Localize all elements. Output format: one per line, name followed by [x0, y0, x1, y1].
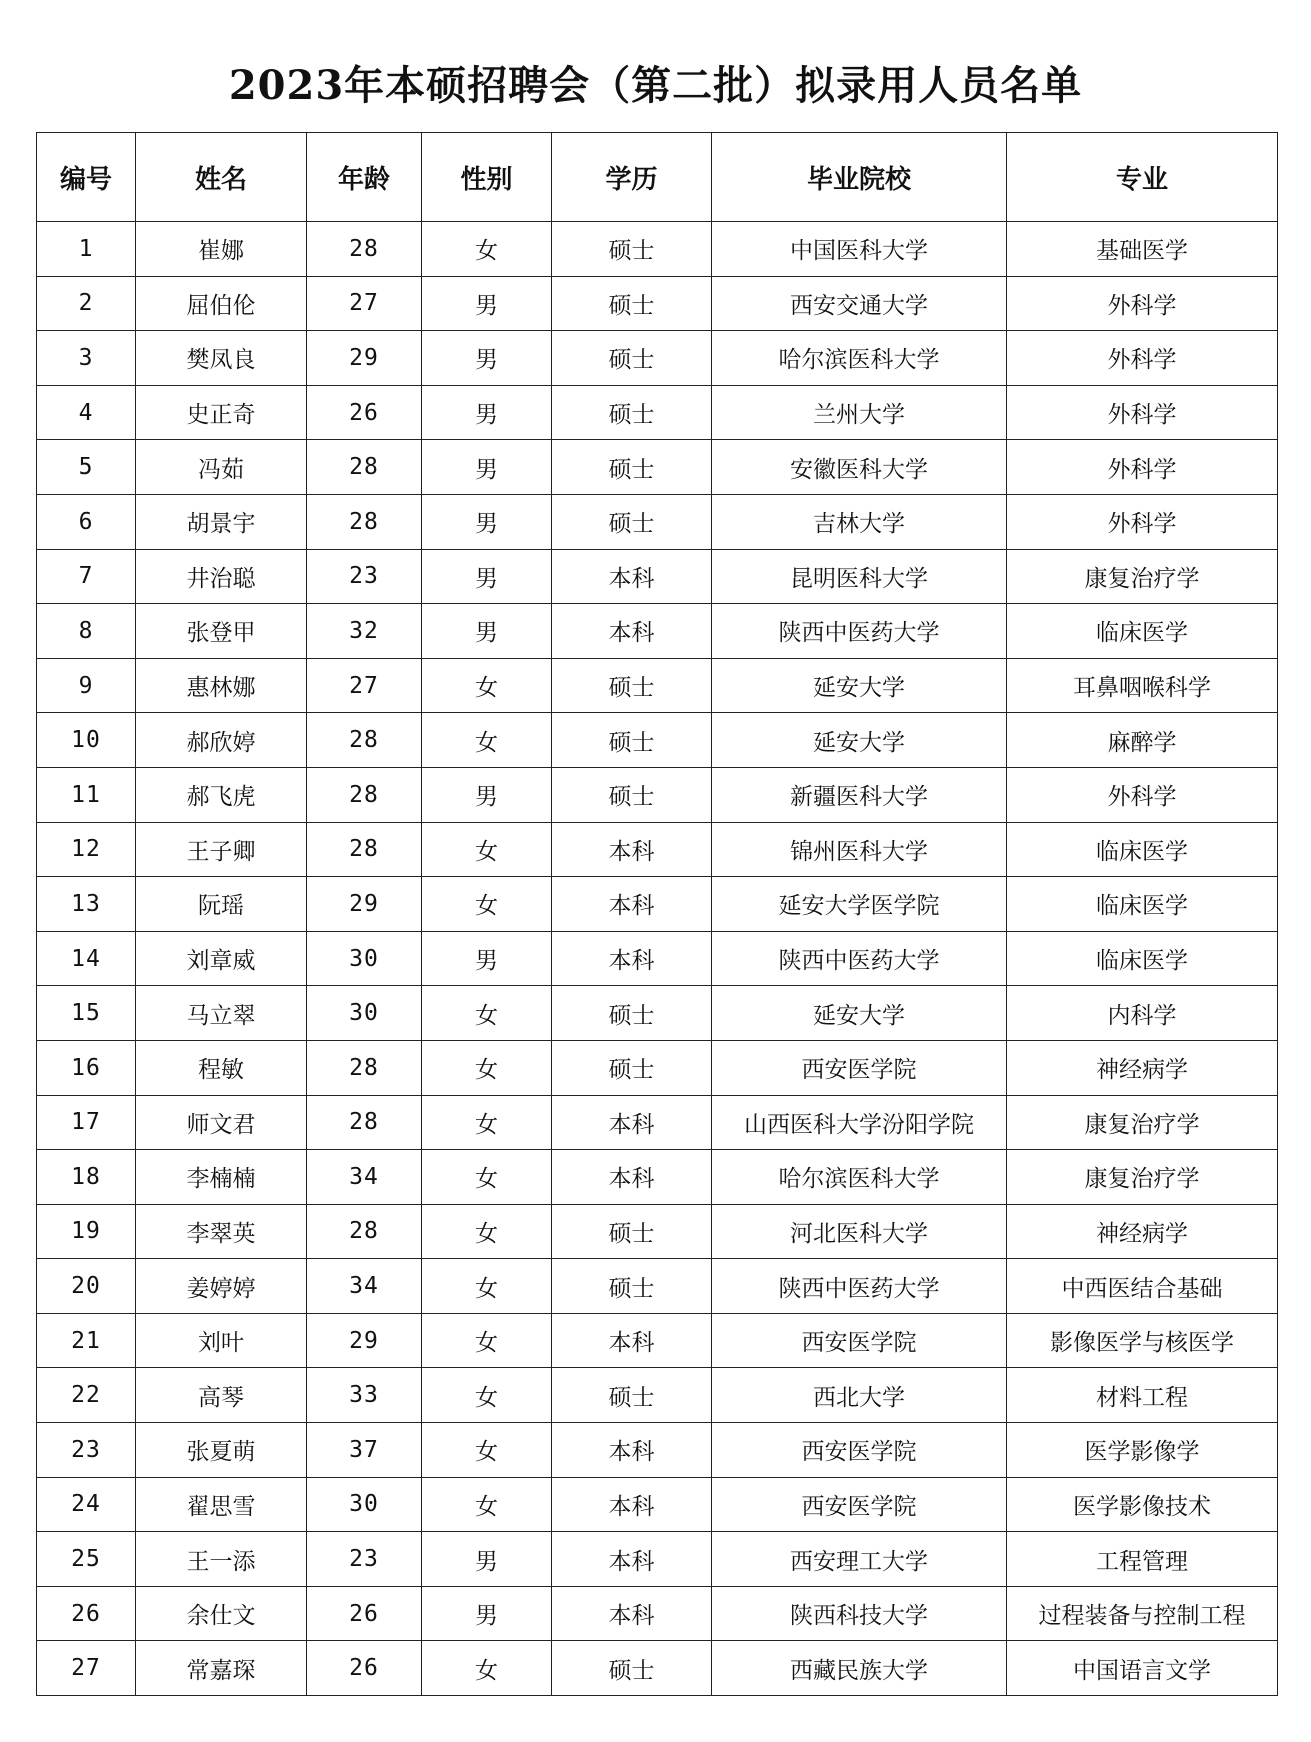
column-header-education: 学历 — [552, 133, 712, 222]
table-row — [37, 1586, 1278, 1641]
cell-id: 2 — [37, 276, 136, 331]
cell-id: 26 — [37, 1586, 136, 1641]
cell-id: 19 — [37, 1204, 136, 1259]
column-header-gender: 性别 — [422, 133, 552, 222]
table-row — [37, 822, 1278, 877]
cell-age: 34 — [307, 1259, 422, 1314]
cell-name: 马立翠 — [136, 986, 307, 1041]
cell-gender: 女 — [422, 713, 552, 768]
cell-education: 本科 — [552, 1095, 712, 1150]
column-header-major: 专业 — [1007, 133, 1278, 222]
cell-gender: 女 — [422, 222, 552, 277]
cell-name: 惠林娜 — [136, 658, 307, 713]
cell-id: 18 — [37, 1150, 136, 1205]
cell-name: 樊凤良 — [136, 331, 307, 386]
cell-education: 本科 — [552, 1313, 712, 1368]
table-row — [37, 1641, 1278, 1696]
cell-school: 延安大学 — [712, 658, 1007, 713]
cell-id: 25 — [37, 1532, 136, 1587]
cell-age: 28 — [307, 494, 422, 549]
cell-major: 过程装备与控制工程 — [1007, 1586, 1278, 1641]
cell-major: 外科学 — [1007, 767, 1278, 822]
cell-id: 24 — [37, 1477, 136, 1532]
cell-name: 张登甲 — [136, 604, 307, 659]
cell-major: 医学影像学 — [1007, 1423, 1278, 1478]
cell-education: 硕士 — [552, 440, 712, 495]
cell-major: 临床医学 — [1007, 931, 1278, 986]
cell-major: 中国语言文学 — [1007, 1641, 1278, 1696]
cell-major: 医学影像技术 — [1007, 1477, 1278, 1532]
cell-school: 中国医科大学 — [712, 222, 1007, 277]
cell-gender: 男 — [422, 931, 552, 986]
table-header-row — [37, 133, 1278, 222]
cell-name: 程敏 — [136, 1040, 307, 1095]
cell-age: 30 — [307, 1477, 422, 1532]
cell-school: 西安医学院 — [712, 1423, 1007, 1478]
cell-id: 9 — [37, 658, 136, 713]
cell-school: 西安医学院 — [712, 1313, 1007, 1368]
cell-name: 王子卿 — [136, 822, 307, 877]
cell-education: 硕士 — [552, 331, 712, 386]
cell-major: 外科学 — [1007, 385, 1278, 440]
cell-school: 河北医科大学 — [712, 1204, 1007, 1259]
cell-education: 本科 — [552, 1477, 712, 1532]
table-row — [37, 1259, 1278, 1314]
cell-id: 8 — [37, 604, 136, 659]
hiring-list-table — [36, 132, 1278, 1696]
table-row — [37, 1532, 1278, 1587]
cell-major: 外科学 — [1007, 331, 1278, 386]
cell-id: 23 — [37, 1423, 136, 1478]
cell-education: 硕士 — [552, 1641, 712, 1696]
cell-age: 28 — [307, 1204, 422, 1259]
cell-age: 26 — [307, 1641, 422, 1696]
cell-id: 4 — [37, 385, 136, 440]
cell-id: 21 — [37, 1313, 136, 1368]
cell-major: 外科学 — [1007, 494, 1278, 549]
cell-education: 本科 — [552, 877, 712, 932]
cell-id: 17 — [37, 1095, 136, 1150]
cell-education: 本科 — [552, 549, 712, 604]
cell-gender: 男 — [422, 604, 552, 659]
table-row — [37, 1150, 1278, 1205]
cell-age: 27 — [307, 658, 422, 713]
cell-gender: 男 — [422, 331, 552, 386]
cell-id: 13 — [37, 877, 136, 932]
cell-major: 耳鼻咽喉科学 — [1007, 658, 1278, 713]
cell-age: 29 — [307, 877, 422, 932]
cell-education: 硕士 — [552, 986, 712, 1041]
table-row — [37, 494, 1278, 549]
cell-gender: 女 — [422, 1423, 552, 1478]
cell-id: 14 — [37, 931, 136, 986]
cell-gender: 男 — [422, 385, 552, 440]
cell-gender: 女 — [422, 822, 552, 877]
cell-gender: 女 — [422, 1204, 552, 1259]
cell-school: 西安医学院 — [712, 1477, 1007, 1532]
cell-name: 师文君 — [136, 1095, 307, 1150]
table-row — [37, 222, 1278, 277]
cell-gender: 男 — [422, 440, 552, 495]
cell-name: 崔娜 — [136, 222, 307, 277]
cell-major: 基础医学 — [1007, 222, 1278, 277]
table-row — [37, 276, 1278, 331]
cell-education: 硕士 — [552, 276, 712, 331]
cell-age: 34 — [307, 1150, 422, 1205]
cell-major: 工程管理 — [1007, 1532, 1278, 1587]
cell-gender: 女 — [422, 1641, 552, 1696]
cell-major: 影像医学与核医学 — [1007, 1313, 1278, 1368]
cell-age: 28 — [307, 1040, 422, 1095]
cell-name: 常嘉琛 — [136, 1641, 307, 1696]
cell-id: 7 — [37, 549, 136, 604]
cell-name: 冯茹 — [136, 440, 307, 495]
cell-school: 延安大学医学院 — [712, 877, 1007, 932]
cell-school: 陕西中医药大学 — [712, 604, 1007, 659]
table-row — [37, 1040, 1278, 1095]
cell-education: 硕士 — [552, 1040, 712, 1095]
cell-age: 23 — [307, 549, 422, 604]
cell-education: 硕士 — [552, 222, 712, 277]
table-row — [37, 1095, 1278, 1150]
cell-id: 16 — [37, 1040, 136, 1095]
cell-name: 翟思雪 — [136, 1477, 307, 1532]
cell-major: 康复治疗学 — [1007, 549, 1278, 604]
cell-school: 兰州大学 — [712, 385, 1007, 440]
cell-name: 屈伯伦 — [136, 276, 307, 331]
column-header-school: 毕业院校 — [712, 133, 1007, 222]
cell-education: 硕士 — [552, 494, 712, 549]
cell-gender: 女 — [422, 1313, 552, 1368]
cell-major: 中西医结合基础 — [1007, 1259, 1278, 1314]
cell-school: 新疆医科大学 — [712, 767, 1007, 822]
cell-education: 本科 — [552, 1423, 712, 1478]
table-body — [37, 222, 1278, 1696]
cell-major: 麻醉学 — [1007, 713, 1278, 768]
cell-name: 阮瑶 — [136, 877, 307, 932]
cell-major: 康复治疗学 — [1007, 1150, 1278, 1205]
cell-age: 27 — [307, 276, 422, 331]
table-row — [37, 1204, 1278, 1259]
cell-school: 西北大学 — [712, 1368, 1007, 1423]
cell-name: 余仕文 — [136, 1586, 307, 1641]
cell-gender: 女 — [422, 1095, 552, 1150]
cell-age: 30 — [307, 931, 422, 986]
cell-name: 李楠楠 — [136, 1150, 307, 1205]
cell-gender: 女 — [422, 658, 552, 713]
cell-school: 哈尔滨医科大学 — [712, 1150, 1007, 1205]
cell-education: 本科 — [552, 822, 712, 877]
cell-school: 西藏民族大学 — [712, 1641, 1007, 1696]
column-header-age: 年龄 — [307, 133, 422, 222]
cell-id: 3 — [37, 331, 136, 386]
cell-major: 康复治疗学 — [1007, 1095, 1278, 1150]
cell-school: 陕西中医药大学 — [712, 1259, 1007, 1314]
cell-age: 28 — [307, 222, 422, 277]
cell-id: 27 — [37, 1641, 136, 1696]
cell-school: 锦州医科大学 — [712, 822, 1007, 877]
cell-age: 29 — [307, 331, 422, 386]
cell-education: 本科 — [552, 604, 712, 659]
table-row — [37, 385, 1278, 440]
cell-age: 28 — [307, 713, 422, 768]
table-row — [37, 1313, 1278, 1368]
table-row — [37, 877, 1278, 932]
table-row — [37, 440, 1278, 495]
cell-id: 11 — [37, 767, 136, 822]
cell-id: 20 — [37, 1259, 136, 1314]
table-row — [37, 1368, 1278, 1423]
cell-school: 西安理工大学 — [712, 1532, 1007, 1587]
cell-id: 22 — [37, 1368, 136, 1423]
cell-age: 32 — [307, 604, 422, 659]
cell-gender: 女 — [422, 1477, 552, 1532]
cell-age: 33 — [307, 1368, 422, 1423]
cell-name: 张夏萌 — [136, 1423, 307, 1478]
cell-age: 30 — [307, 986, 422, 1041]
cell-name: 郝飞虎 — [136, 767, 307, 822]
cell-age: 37 — [307, 1423, 422, 1478]
cell-name: 李翠英 — [136, 1204, 307, 1259]
cell-gender: 男 — [422, 549, 552, 604]
table-row — [37, 1423, 1278, 1478]
column-header-name: 姓名 — [136, 133, 307, 222]
cell-gender: 女 — [422, 877, 552, 932]
cell-education: 本科 — [552, 1586, 712, 1641]
cell-name: 刘章威 — [136, 931, 307, 986]
cell-age: 28 — [307, 1095, 422, 1150]
cell-education: 硕士 — [552, 385, 712, 440]
cell-name: 王一添 — [136, 1532, 307, 1587]
cell-age: 28 — [307, 440, 422, 495]
cell-gender: 女 — [422, 1150, 552, 1205]
cell-name: 胡景宇 — [136, 494, 307, 549]
cell-name: 姜婷婷 — [136, 1259, 307, 1314]
page-title: 2023年本硕招聘会（第二批）拟录用人员名单 — [228, 62, 1083, 109]
column-header-id: 编号 — [37, 133, 136, 222]
cell-age: 29 — [307, 1313, 422, 1368]
cell-school: 吉林大学 — [712, 494, 1007, 549]
cell-major: 神经病学 — [1007, 1204, 1278, 1259]
table-row — [37, 931, 1278, 986]
cell-major: 内科学 — [1007, 986, 1278, 1041]
cell-age: 28 — [307, 822, 422, 877]
cell-gender: 女 — [422, 1040, 552, 1095]
cell-gender: 女 — [422, 986, 552, 1041]
cell-major: 临床医学 — [1007, 604, 1278, 659]
cell-school: 延安大学 — [712, 713, 1007, 768]
cell-name: 郝欣婷 — [136, 713, 307, 768]
cell-education: 本科 — [552, 1532, 712, 1587]
cell-gender: 女 — [422, 1259, 552, 1314]
cell-id: 12 — [37, 822, 136, 877]
cell-education: 硕士 — [552, 713, 712, 768]
cell-major: 外科学 — [1007, 276, 1278, 331]
cell-major: 临床医学 — [1007, 877, 1278, 932]
table-row — [37, 713, 1278, 768]
cell-age: 28 — [307, 767, 422, 822]
table-row — [37, 767, 1278, 822]
cell-education: 本科 — [552, 1150, 712, 1205]
cell-id: 10 — [37, 713, 136, 768]
cell-id: 6 — [37, 494, 136, 549]
table-row — [37, 549, 1278, 604]
cell-school: 昆明医科大学 — [712, 549, 1007, 604]
cell-education: 硕士 — [552, 1368, 712, 1423]
table-row — [37, 658, 1278, 713]
cell-school: 陕西科技大学 — [712, 1586, 1007, 1641]
cell-id: 15 — [37, 986, 136, 1041]
cell-school: 山西医科大学汾阳学院 — [712, 1095, 1007, 1150]
table-row — [37, 986, 1278, 1041]
cell-id: 1 — [37, 222, 136, 277]
cell-major: 临床医学 — [1007, 822, 1278, 877]
cell-age: 23 — [307, 1532, 422, 1587]
cell-school: 西安交通大学 — [712, 276, 1007, 331]
cell-school: 陕西中医药大学 — [712, 931, 1007, 986]
cell-name: 刘叶 — [136, 1313, 307, 1368]
cell-school: 延安大学 — [712, 986, 1007, 1041]
table-row — [37, 604, 1278, 659]
table-row — [37, 331, 1278, 386]
cell-gender: 男 — [422, 767, 552, 822]
cell-gender: 女 — [422, 1368, 552, 1423]
cell-major: 外科学 — [1007, 440, 1278, 495]
cell-gender: 男 — [422, 1586, 552, 1641]
cell-name: 高琴 — [136, 1368, 307, 1423]
table-row — [37, 1477, 1278, 1532]
cell-school: 安徽医科大学 — [712, 440, 1007, 495]
cell-age: 26 — [307, 1586, 422, 1641]
cell-gender: 男 — [422, 1532, 552, 1587]
cell-major: 神经病学 — [1007, 1040, 1278, 1095]
cell-school: 西安医学院 — [712, 1040, 1007, 1095]
cell-major: 材料工程 — [1007, 1368, 1278, 1423]
cell-gender: 男 — [422, 276, 552, 331]
cell-name: 史正奇 — [136, 385, 307, 440]
cell-school: 哈尔滨医科大学 — [712, 331, 1007, 386]
cell-id: 5 — [37, 440, 136, 495]
cell-education: 硕士 — [552, 1259, 712, 1314]
cell-education: 硕士 — [552, 1204, 712, 1259]
cell-name: 井治聪 — [136, 549, 307, 604]
cell-education: 硕士 — [552, 658, 712, 713]
cell-education: 本科 — [552, 931, 712, 986]
cell-gender: 男 — [422, 494, 552, 549]
cell-education: 硕士 — [552, 767, 712, 822]
cell-age: 26 — [307, 385, 422, 440]
